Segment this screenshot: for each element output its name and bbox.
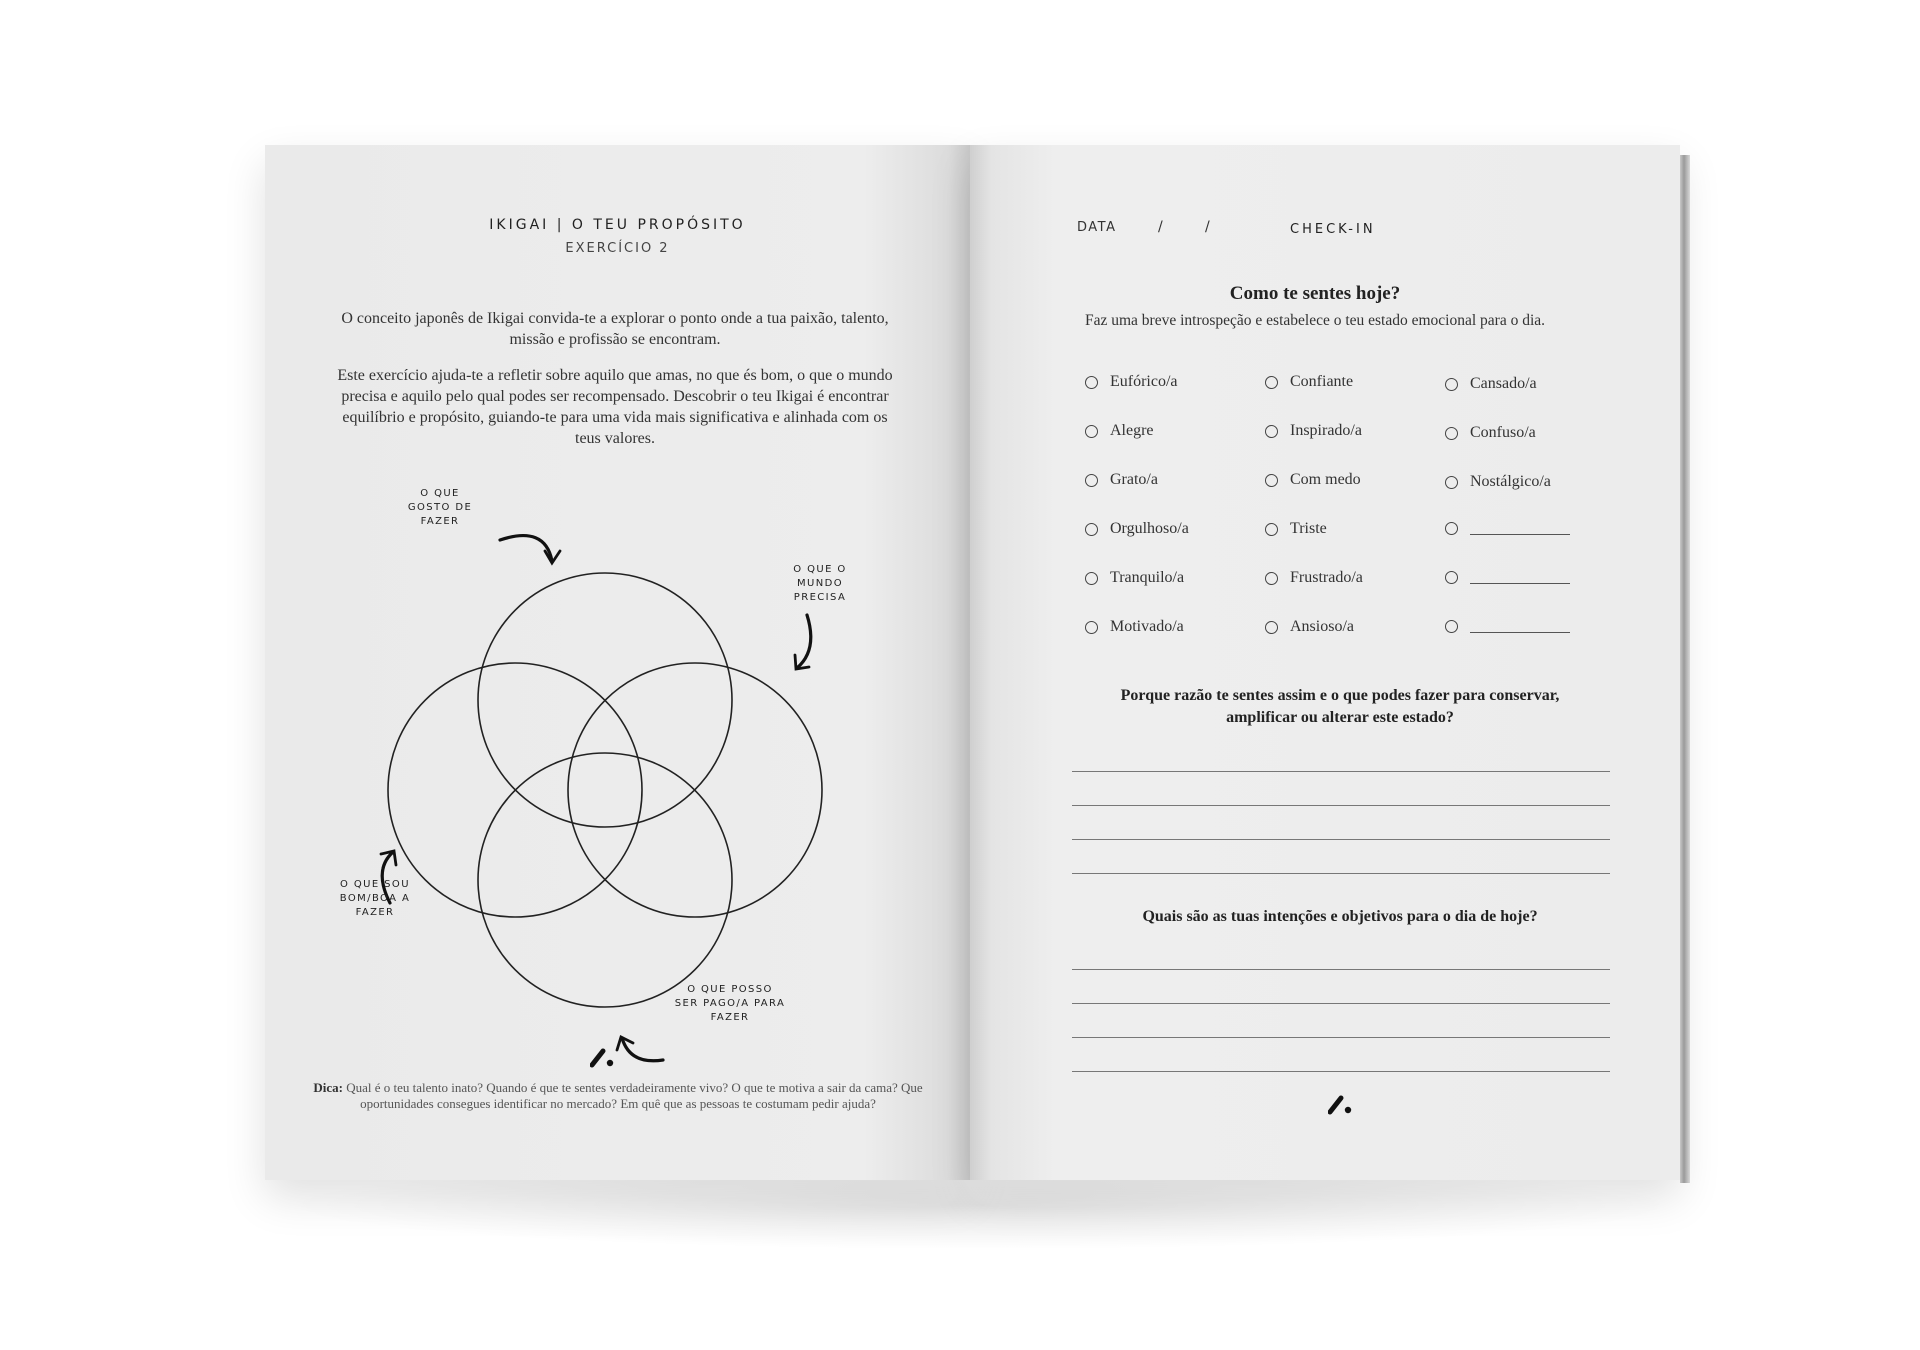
emotion-custom-option[interactable] — [1445, 571, 1570, 584]
feelings-instructions: Faz uma breve introspeção e estabelece o teu estado emocional para o dia. — [1084, 312, 1546, 329]
venn-label-mundo: O QUE O MUNDO PRECISA — [793, 564, 847, 603]
date-separator: / — [1158, 219, 1163, 235]
feelings-question: Como te sentes hoje? — [1229, 283, 1401, 304]
writing-line[interactable] — [1072, 839, 1610, 840]
left-page — [265, 145, 970, 1180]
intentions-question: Quais são as tuas intenções e objetivos para o dia de hoje? — [1142, 908, 1538, 925]
reason-question: Porque razão te sentes assim e o que podes fazer para conservar, amplificar ou alterar este estado? — [1120, 687, 1560, 726]
venn-label-pago: O QUE POSSO SER PAGO/A PARA FAZER — [674, 984, 786, 1023]
custom-emotion-blank[interactable] — [1470, 571, 1570, 584]
emotion-option[interactable]: Inspirado/a — [1265, 422, 1362, 440]
emotion-option[interactable]: Ansioso/a — [1265, 618, 1354, 636]
emotion-option[interactable]: Com medo — [1265, 471, 1361, 489]
radio-icon[interactable] — [1445, 522, 1458, 535]
radio-icon[interactable] — [1085, 572, 1098, 585]
venn-label-bom: O QUE SOU BOM/BOA A FAZER — [339, 879, 411, 918]
radio-icon[interactable] — [1265, 474, 1278, 487]
radio-icon[interactable] — [1265, 621, 1278, 634]
emotion-checklist — [1085, 373, 1605, 673]
emotion-option[interactable]: Frustrado/a — [1265, 569, 1363, 587]
radio-icon[interactable] — [1265, 425, 1278, 438]
date-label: DATA — [1077, 220, 1117, 235]
emotion-option[interactable]: Grato/a — [1085, 471, 1158, 489]
arrow-gosto — [500, 536, 552, 561]
emotion-option[interactable]: Cansado/a — [1445, 375, 1537, 393]
page-title: IKIGAI | O TEU PROPÓSITO — [489, 217, 746, 233]
radio-icon[interactable] — [1265, 523, 1278, 536]
ikigai-venn-diagram — [265, 475, 970, 1115]
emotion-custom-option[interactable] — [1445, 620, 1570, 633]
writing-line[interactable] — [1072, 771, 1610, 772]
emotion-option[interactable]: Eufórico/a — [1085, 373, 1178, 391]
radio-icon[interactable] — [1085, 474, 1098, 487]
writing-line[interactable] — [1072, 805, 1610, 806]
date-separator: / — [1205, 219, 1210, 235]
radio-icon[interactable] — [1445, 476, 1458, 489]
arrow-mundo — [797, 615, 811, 668]
writing-line[interactable] — [1072, 1071, 1610, 1072]
emotion-option[interactable]: Orgulhoso/a — [1085, 520, 1189, 538]
custom-emotion-blank[interactable] — [1470, 620, 1570, 633]
radio-icon[interactable] — [1265, 572, 1278, 585]
emotion-option[interactable]: Motivado/a — [1085, 618, 1184, 636]
emotion-option[interactable]: Triste — [1265, 520, 1327, 538]
radio-icon[interactable] — [1445, 378, 1458, 391]
tip-text: Dica: Qual é o teu talento inato? Quando é que te sentes verdadeiramente vivo? O que te motiva a sair da cama? Que oportunidades consegues identificar no mercado? Em quê que as pessoas te costumam pedir ajuda? — [313, 1080, 923, 1111]
radio-icon[interactable] — [1445, 571, 1458, 584]
exercise-subtitle: EXERCÍCIO 2 — [565, 241, 670, 256]
writing-line[interactable] — [1072, 873, 1610, 874]
checkin-label: CHECK-IN — [1290, 222, 1376, 237]
brand-logo-icon — [1328, 1095, 1354, 1115]
radio-icon[interactable] — [1265, 376, 1278, 389]
emotion-custom-option[interactable] — [1445, 522, 1570, 535]
radio-icon[interactable] — [1085, 376, 1098, 389]
right-page — [970, 145, 1680, 1180]
writing-line[interactable] — [1072, 1003, 1610, 1004]
writing-line[interactable] — [1072, 969, 1610, 970]
radio-icon[interactable] — [1445, 620, 1458, 633]
brand-logo-icon — [590, 1048, 616, 1068]
emotion-option[interactable]: Alegre — [1085, 422, 1154, 440]
exercise-paragraph: Este exercício ajuda-te a refletir sobre aquilo que amas, no que és bom, o que o mundo precisa e aquilo pelo qual podes ser recompensado. Descobrir o teu Ikigai é encontrar equilíbrio e propósito, guiando-te para uma vida mais significativa e alinhada com os teus valores. — [337, 367, 893, 447]
custom-emotion-blank[interactable] — [1470, 522, 1570, 535]
intro-paragraph: O conceito japonês de Ikigai convida-te a explorar o ponto onde a tua paixão, talento, missão e profissão se encontram. — [341, 310, 889, 348]
emotion-option[interactable]: Confuso/a — [1445, 424, 1536, 442]
radio-icon[interactable] — [1085, 621, 1098, 634]
emotion-option[interactable]: Confiante — [1265, 373, 1353, 391]
radio-icon[interactable] — [1085, 523, 1098, 536]
emotion-option[interactable]: Nostálgico/a — [1445, 473, 1551, 491]
emotion-option[interactable]: Tranquilo/a — [1085, 569, 1184, 587]
radio-icon[interactable] — [1445, 427, 1458, 440]
book-page-edge — [1680, 155, 1690, 1183]
writing-line[interactable] — [1072, 1037, 1610, 1038]
venn-label-gosto: O QUE GOSTO DE FAZER — [407, 488, 473, 527]
radio-icon[interactable] — [1085, 425, 1098, 438]
